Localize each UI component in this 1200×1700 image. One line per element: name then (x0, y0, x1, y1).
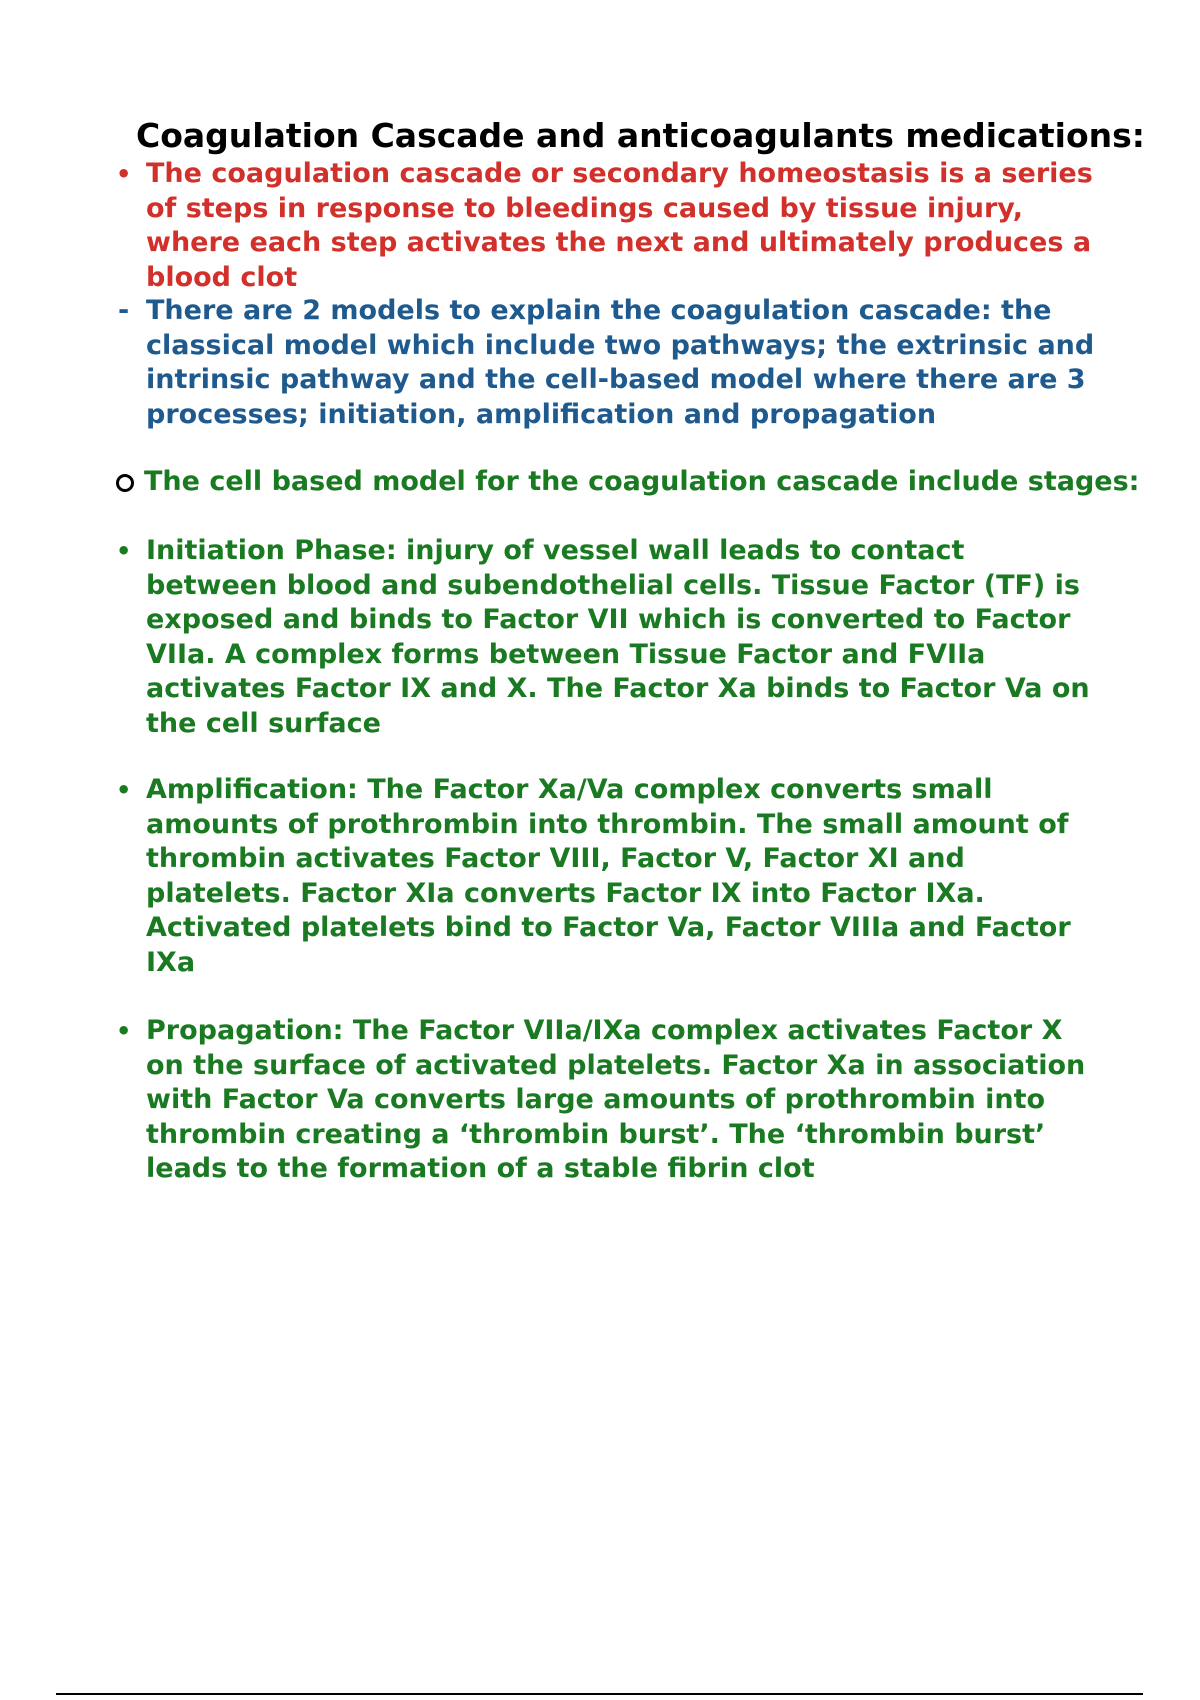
bullet-ring-icon (116, 474, 134, 492)
stages-heading-bullet (144, 465, 1140, 500)
stages-heading-text: The cell based model for the coagulation cascade include stages: (144, 466, 1140, 497)
models-bullet (118, 294, 1096, 432)
initiation-text: Initiation Phase: injury of vessel wall leads to contact between blood and subendothelial cells. Tissue Factor (TF) is exposed and binds to Factor VII which is converted to Factor VIIa. A complex forms between Tissue Factor and FVIIa activates Factor IX and X. The Factor Xa binds to Factor Va on the cell surface (146, 535, 1090, 739)
bullet-dot-icon: • (116, 1017, 132, 1045)
propagation-bullet (116, 1014, 1096, 1187)
bottom-divider (56, 1693, 1143, 1695)
propagation-text: Propagation: The Factor VIIa/IXa complex activates Factor X on the surface of activated platelets. Factor Xa in association with Factor Va converts large amounts of prothrombin into thrombin creating a ‘thrombin burst’. The ‘thrombin burst’ leads to the formation of a stable fibrin clot (146, 1015, 1086, 1184)
bullet-dot-icon: • (116, 537, 132, 565)
amplification-bullet (116, 773, 1096, 980)
page-title: Coagulation Cascade and anticoagulants medications: (136, 116, 1145, 155)
amplification-text: Amplification: The Factor Xa/Va complex converts small amounts of prothrombin into thrombin. The small amount of thrombin activates Factor VIII, Factor V, Factor XI and platelets. Factor XIa converts Factor IX into Factor IXa. Activated platelets bind to Factor Va, Factor VIIIa and Factor IXa (146, 774, 1071, 978)
intro-text: The coagulation cascade or secondary homeostasis is a series of steps in response to bleedings caused by tissue injury, where each step activates the next and ultimately produces a blood clot (146, 158, 1093, 293)
bullet-dot-icon: • (116, 160, 132, 188)
bullet-dash-icon: - (118, 295, 130, 326)
intro-bullet (116, 157, 1096, 295)
bullet-dot-icon: • (116, 776, 132, 804)
initiation-bullet (116, 534, 1096, 741)
models-text: There are 2 models to explain the coagulation cascade: the classical model which include two pathways; the extrinsic and intrinsic pathway and the cell-based model where there are 3 processes; initiation, amplification and propagation (146, 295, 1095, 430)
